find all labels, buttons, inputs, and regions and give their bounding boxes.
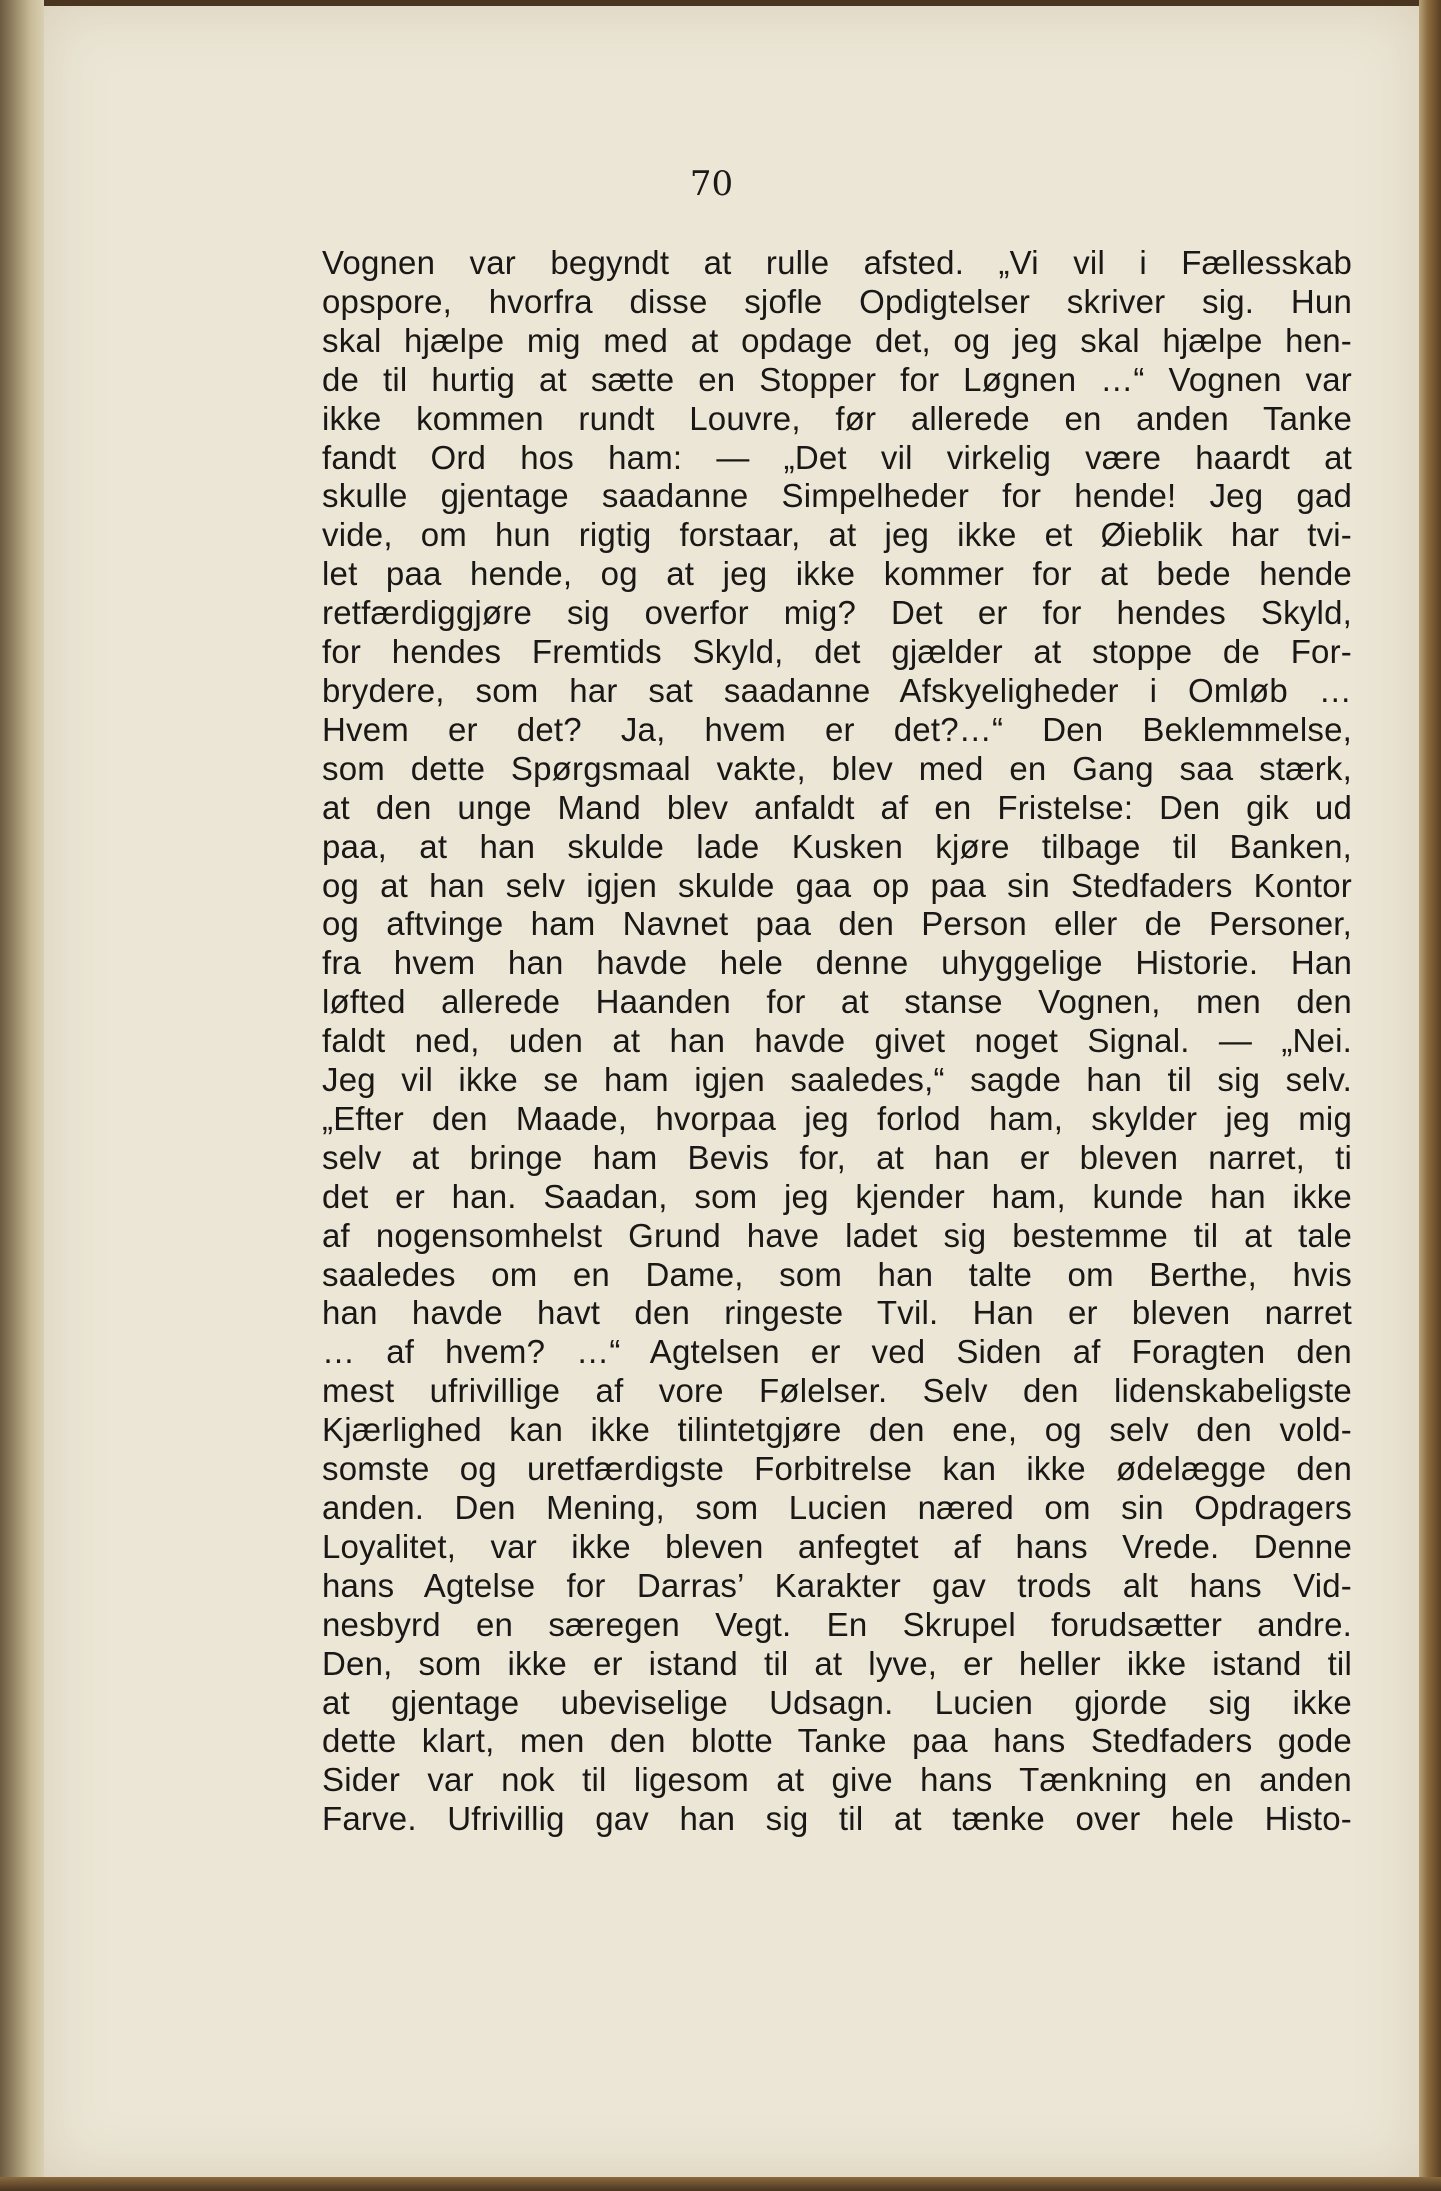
text-line: skulle gjentage saadanne Simpelheder for hende! Jeg gad [322, 477, 1352, 515]
text-line: let paa hende, og at jeg ikke kommer for at bede hende [322, 555, 1352, 593]
book-binding-left [0, 0, 44, 2191]
text-line: mest ufrivillige af vore Følelser. Selv den lidenskabeligste [322, 1372, 1352, 1410]
book-page [44, 6, 1419, 2177]
text-line: paa, at han skulde lade Kusken kjøre tilbage til Banken, [322, 827, 1352, 865]
text-line: han havde havt den ringeste Tvil. Han er bleven narret [322, 1294, 1352, 1332]
text-line: Loyalitet, var ikke bleven anfegtet af hans Vrede. Denne [322, 1527, 1352, 1565]
text-line: de til hurtig at sætte en Stopper for Løgnen …“ Vognen var [322, 360, 1352, 398]
text-line: somste og uretfærdigste Forbitrelse kan ikke ødelægge den [322, 1450, 1352, 1488]
text-line: opspore, hvorfra disse sjofle Opdigtelser skriver sig. Hun [322, 282, 1352, 320]
text-line: for hendes Fremtids Skyld, det gjælder at stoppe de For- [322, 633, 1352, 671]
body-text [322, 244, 1352, 1839]
text-line: saaledes om en Dame, som han talte om Berthe, hvis [322, 1255, 1352, 1293]
text-line: „Efter den Maade, hvorpaa jeg forlod ham, skylder jeg mig [322, 1099, 1352, 1137]
text-line: vide, om hun rigtig forstaar, at jeg ikke et Øieblik har tvi- [322, 516, 1352, 554]
text-line: Farve. Ufrivillig gav han sig til at tænke over hele Histo- [322, 1800, 1352, 1838]
text-line: ikke kommen rundt Louvre, før allerede en anden Tanke [322, 399, 1352, 437]
text-line: som dette Spørgsmaal vakte, blev med en Gang saa stærk, [322, 749, 1352, 787]
text-line: og at han selv igjen skulde gaa op paa sin Stedfaders Kontor [322, 866, 1352, 904]
text-line: Hvem er det? Ja, hvem er det?…“ Den Beklemmelse, [322, 710, 1352, 748]
text-line: hans Agtelse for Darras’ Karakter gav trods alt hans Vid- [322, 1566, 1352, 1604]
text-line: Kjærlighed kan ikke tilintetgjøre den ene, og selv den vold- [322, 1411, 1352, 1449]
text-line: faldt ned, uden at han havde givet noget Signal. — „Nei. [322, 1022, 1352, 1060]
text-line: … af hvem? …“ Agtelsen er ved Siden af Foragten den [322, 1333, 1352, 1371]
text-line: dette klart, men den blotte Tanke paa hans Stedfaders gode [322, 1722, 1352, 1760]
text-line: at gjentage ubeviselige Udsagn. Lucien gjorde sig ikke [322, 1683, 1352, 1721]
page-number: 70 [689, 164, 734, 204]
text-line: af nogensomhelst Grund have ladet sig bestemme til at tale [322, 1216, 1352, 1254]
text-line: retfærdiggjøre sig overfor mig? Det er for hendes Skyld, [322, 594, 1352, 632]
text-line: Vognen var begyndt at rulle afsted. „Vi vil i Fællesskab [322, 244, 1352, 281]
text-line: brydere, som har sat saadanne Afskyeligheder i Omløb … [322, 671, 1352, 709]
text-line: fandt Ord hos ham: — „Det vil virkelig være haardt at [322, 438, 1352, 476]
text-line: løfted allerede Haanden for at stanse Vognen, men den [322, 983, 1352, 1021]
text-line: Sider var nok til ligesom at give hans Tænkning en anden [322, 1761, 1352, 1799]
text-line: skal hjælpe mig med at opdage det, og jeg skal hjælpe hen- [322, 321, 1352, 359]
text-line: nesbyrd en særegen Vegt. En Skrupel forudsætter andre. [322, 1605, 1352, 1643]
text-line: Jeg vil ikke se ham igjen saaledes,“ sagde han til sig selv. [322, 1061, 1352, 1099]
text-line: Den, som ikke er istand til at lyve, er heller ikke istand til [322, 1644, 1352, 1682]
text-line: det er han. Saadan, som jeg kjender ham, kunde han ikke [322, 1177, 1352, 1215]
text-line: selv at bringe ham Bevis for, at han er bleven narret, ti [322, 1138, 1352, 1176]
text-line: fra hvem han havde hele denne uhyggelige Historie. Han [322, 944, 1352, 982]
text-line: at den unge Mand blev anfaldt af en Fristelse: Den gik ud [322, 788, 1352, 826]
book-binding-right [1419, 0, 1441, 2191]
book-bottom-edge [0, 2177, 1441, 2191]
text-line: og aftvinge ham Navnet paa den Person eller de Personer, [322, 905, 1352, 943]
text-line: anden. Den Mening, som Lucien næred om sin Opdragers [322, 1489, 1352, 1526]
